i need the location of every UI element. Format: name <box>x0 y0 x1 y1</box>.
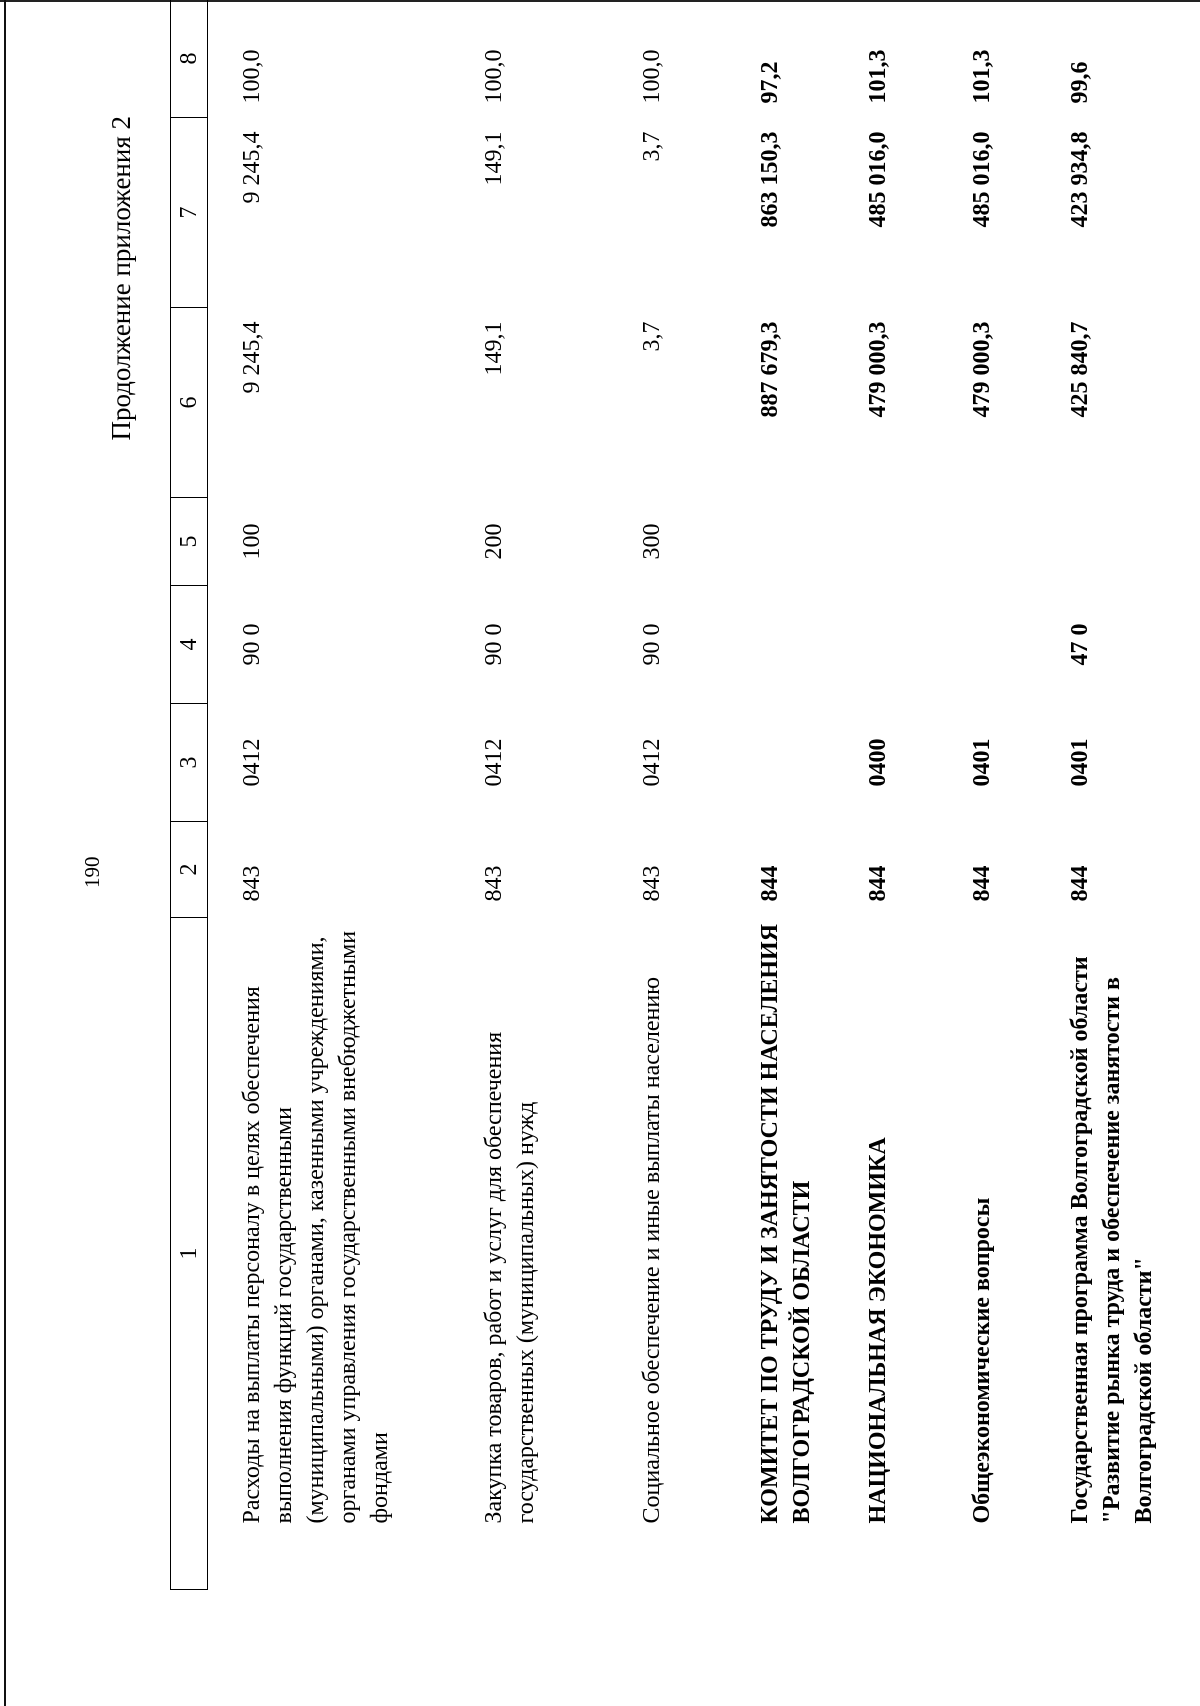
row-target-code: 90 0 <box>239 623 265 666</box>
table-row <box>1036 0 1200 1590</box>
table-row <box>726 0 834 1590</box>
row-target-code <box>938 586 1036 704</box>
row-section-code: 0412 <box>239 738 265 787</box>
header-col-3: 3 <box>171 704 208 822</box>
header-col-7: 7 <box>171 118 208 308</box>
row-planned-amount: 479 000,3 <box>865 321 891 418</box>
row-execution-percent: 97,2 <box>757 61 783 104</box>
page-number: 190 <box>80 856 104 888</box>
table-row <box>608 0 726 1590</box>
row-actual-amount: 863 150,3 <box>757 131 783 228</box>
row-ministry-code: 844 <box>757 865 783 902</box>
row-actual-amount: 485 016,0 <box>969 131 995 228</box>
row-name: Общеэкономические вопросы <box>969 1197 995 1524</box>
row-execution-percent: 101,3 <box>969 49 995 104</box>
row-planned-amount: 149,1 <box>481 321 507 376</box>
header-col-8: 8 <box>171 0 208 118</box>
row-ministry-code: 844 <box>865 865 891 902</box>
row-actual-amount: 423 934,8 <box>1067 131 1093 228</box>
row-expense-type <box>726 498 834 586</box>
row-actual-amount: 3,7 <box>639 131 665 162</box>
row-name: Государственная программа Волгоградской области "Развитие рынка труда и обеспечение занятости в Волгоградской области" <box>1067 956 1157 1524</box>
row-expense-type <box>1036 498 1200 586</box>
row-section-code: 0412 <box>639 738 665 787</box>
row-planned-amount: 479 000,3 <box>969 321 995 418</box>
row-target-code <box>726 586 834 704</box>
continuation-label: Продолжение приложения 2 <box>106 116 136 441</box>
row-target-code <box>834 586 938 704</box>
table-header-row <box>171 0 208 1590</box>
header-col-2: 2 <box>171 822 208 918</box>
row-section-code: 0400 <box>865 738 891 787</box>
row-target-code: 90 0 <box>639 623 665 666</box>
row-planned-amount: 887 679,3 <box>757 321 783 418</box>
row-planned-amount: 425 840,7 <box>1067 321 1093 418</box>
header-col-6: 6 <box>171 308 208 498</box>
table-row <box>834 0 938 1590</box>
row-target-code: 47 0 <box>1067 623 1093 666</box>
row-expense-type: 300 <box>639 523 665 560</box>
row-expense-type <box>938 498 1036 586</box>
row-section-code: 0412 <box>481 738 507 787</box>
row-section-code <box>726 704 834 822</box>
table-row <box>208 0 451 1590</box>
row-execution-percent: 100,0 <box>639 49 665 104</box>
row-ministry-code: 843 <box>239 865 265 902</box>
row-name: НАЦИОНАЛЬНАЯ ЭКОНОМИКА <box>865 1137 891 1524</box>
row-ministry-code: 843 <box>481 865 507 902</box>
row-execution-percent: 100,0 <box>239 49 265 104</box>
row-section-code: 0401 <box>1067 738 1093 787</box>
row-execution-percent: 100,0 <box>481 49 507 104</box>
row-expense-type: 200 <box>481 523 507 560</box>
row-execution-percent: 99,6 <box>1067 61 1093 104</box>
row-expense-type: 100 <box>239 523 265 560</box>
row-expense-type <box>834 498 938 586</box>
row-name: КОМИТЕТ ПО ТРУДУ И ЗАНЯТОСТИ НАСЕЛЕНИЯ ВОЛГОГРАДСКОЙ ОБЛАСТИ <box>757 923 815 1524</box>
header-col-1: 1 <box>171 918 208 1590</box>
row-actual-amount: 9 245,4 <box>239 131 265 204</box>
row-name: Закупка товаров, работ и услуг для обеспечения государственных (муниципальных) нужд <box>481 1031 539 1524</box>
row-planned-amount: 9 245,4 <box>239 321 265 394</box>
row-actual-amount: 149,1 <box>481 131 507 186</box>
row-execution-percent: 101,3 <box>865 49 891 104</box>
header-col-4: 4 <box>171 586 208 704</box>
row-section-code: 0401 <box>969 738 995 787</box>
row-ministry-code: 844 <box>969 865 995 902</box>
row-name: Расходы на выплаты персоналу в целях обеспечения выполнения функций государственными (муниципальными) органами, казенными учреждениями, органами управления государственными внебюджетными фондами <box>239 930 393 1524</box>
budget-table <box>170 0 1200 1590</box>
table-row <box>450 0 608 1590</box>
header-col-5: 5 <box>171 498 208 586</box>
row-ministry-code: 843 <box>639 865 665 902</box>
row-name: Социальное обеспечение и иные выплаты населению <box>639 976 665 1524</box>
row-target-code: 90 0 <box>481 623 507 666</box>
row-actual-amount: 485 016,0 <box>865 131 891 228</box>
row-ministry-code: 844 <box>1067 865 1093 902</box>
table-row <box>938 0 1036 1590</box>
row-planned-amount: 3,7 <box>639 321 665 352</box>
